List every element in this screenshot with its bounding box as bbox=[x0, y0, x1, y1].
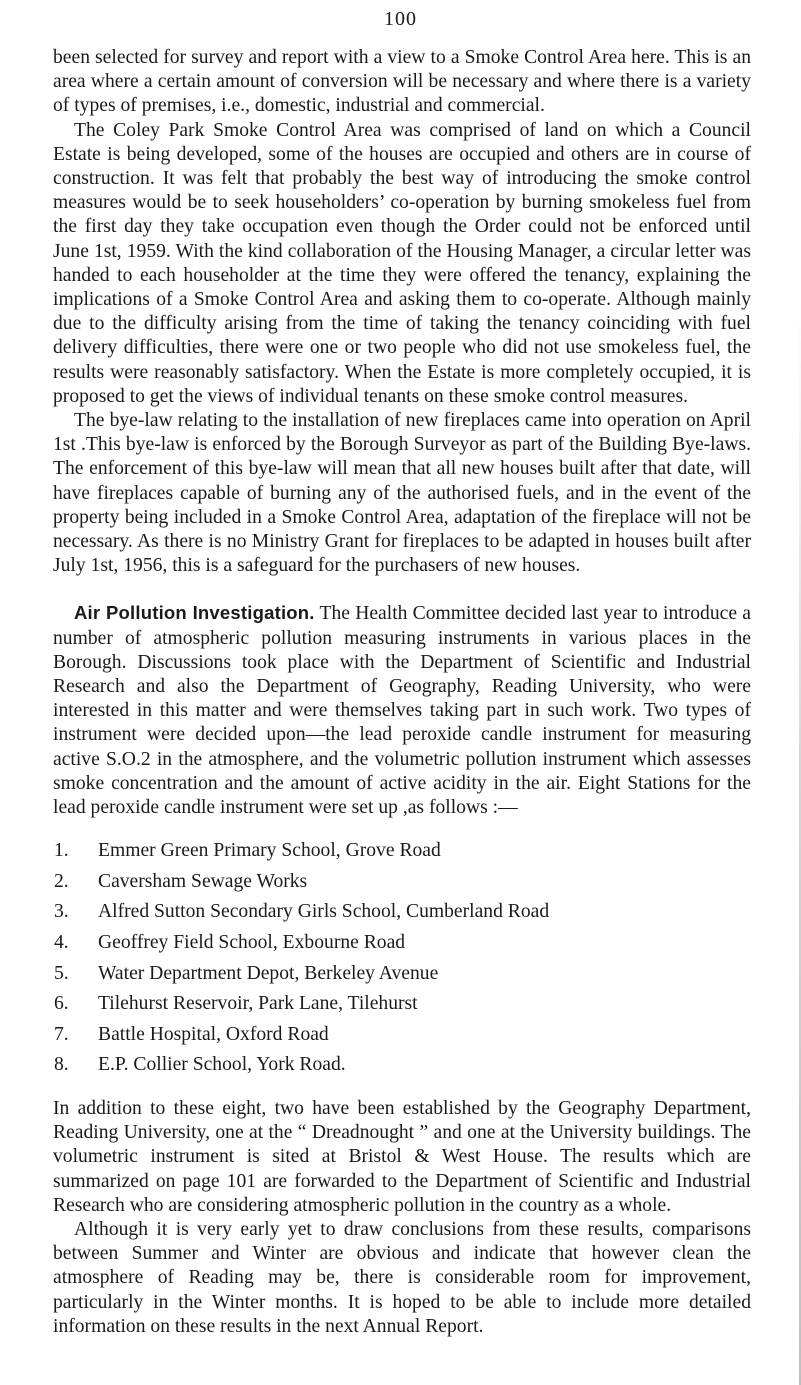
list-item bbox=[53, 959, 751, 990]
paragraph-air-pollution-text: The Health Committee decided last year to introduce a number of atmospheric pollution measuring instruments in various places in the Borough. Discussions took place with the Department of Scientific and Industrial Research and also the Department of Geography, Reading University, who were interested in this matter and were themselves taking part in such work. Two types of instrument were decided upon—the lead peroxide candle instrument for measuring active S.O.2 in the atmosphere, and the volumetric pollution instrument which assesses smoke concentration and the amount of active acidity in the air. Eight Stations for the lead peroxide candle instrument were set up ,as follows :— bbox=[53, 603, 751, 819]
list-item-text: Geoffrey Field School, Exbourne Road bbox=[98, 932, 406, 954]
section-heading: Air Pollution Investigation. bbox=[74, 602, 315, 624]
list-item-number: 6. bbox=[54, 993, 69, 1015]
list-item-text: Battle Hospital, Oxford Road bbox=[98, 1023, 329, 1045]
list-item-number: 3. bbox=[54, 901, 69, 923]
list-item-text: E.P. Collier School, York Road. bbox=[98, 1054, 346, 1076]
body-text bbox=[53, 46, 751, 1339]
paragraph-conclusions: Although it is very early yet to draw conclusions from these results, comparisons between Summer and Winter are obvious and indicate that however clean the atmosphere of Reading may be, there is considerable room for improvement, particularly in the Winter months. It is hoped to be able to include more detailed information on these results in the next Annual Report. bbox=[53, 1219, 751, 1337]
list-item-text: Emmer Green Primary School, Grove Road bbox=[98, 840, 441, 862]
list-item-number: 5. bbox=[54, 962, 69, 984]
list-item-number: 2. bbox=[54, 870, 69, 892]
paragraph-air-pollution bbox=[53, 601, 751, 820]
list-item bbox=[53, 928, 751, 959]
list-item-number: 7. bbox=[54, 1023, 69, 1045]
paragraph-coley-park: The Coley Park Smoke Control Area was comprised of land on which a Council Estate is being developed, some of the houses are occupied and others are in course of construction. It was felt that probably the best way of introducing the smoke control measures would be to seek householders’ co-operation by burning smokeless fuel from the first day they take occupation even though the Order could not be enforced until June 1st, 1959. With the kind collaboration of the Housing Manager, a circular letter was handed to each householder at the time they were offered the tenancy, explaining the implications of a Smoke Control Area and asking them to co-operate. Although mainly due to the difficulty arising from the time of taking the tenancy coinciding with fuel delivery difficulties, there were one or two people who did not use smokeless fuel, the results were reasonably satisfactory. When the Estate is more completely occupied, it is proposed to get the views of individual tenants on these smoke control measures. bbox=[53, 119, 751, 407]
list-item-number: 1. bbox=[54, 840, 69, 862]
list-item-text: Alfred Sutton Secondary Girls School, Cumberland Road bbox=[98, 901, 550, 923]
list-item-number: 4. bbox=[54, 932, 69, 954]
list-item bbox=[53, 1050, 751, 1081]
list-item-text: Caversham Sewage Works bbox=[98, 870, 308, 892]
list-item bbox=[53, 836, 751, 867]
list-item-number: 8. bbox=[54, 1054, 69, 1076]
list-item bbox=[53, 989, 751, 1020]
stations-list bbox=[53, 836, 751, 1081]
list-item bbox=[53, 1020, 751, 1051]
list-item bbox=[53, 867, 751, 898]
paragraph-geography-department: In addition to these eight, two have been established by the Geography Department, Reading University, one at the “ Dreadnought ” and one at the University buildings. The volumetric instrument is sited at Bristol & West House. The results which are summarized on page 101 are forwarded to the Department of Scientific and Industrial Research who are considering atmospheric pollution in the country as a whole. bbox=[53, 1098, 751, 1216]
list-item-text: Water Department Depot, Berkeley Avenue bbox=[98, 962, 439, 984]
list-item bbox=[53, 897, 751, 928]
page-number: 100 bbox=[384, 8, 417, 30]
paragraph-smoke-control-survey: been selected for survey and report with a view to a Smoke Control Area here. This is an area where a certain amount of conversion will be necessary and where there is a variety of types of premises, i.e., domestic, industrial and commercial. bbox=[53, 47, 751, 117]
list-item-text: Tilehurst Reservoir, Park Lane, Tilehurst bbox=[98, 993, 418, 1015]
paragraph-bye-law: The bye-law relating to the installation of new fireplaces came into operation on April 1st .This bye-law is enforced by the Borough Surveyor as part of the Building Bye-laws. The enforcement of this bye-law will mean that all new houses built after that date, will have fireplaces capable of burning any of the authorised fuels, and in the event of the property being included in a Smoke Control Area, adaptation of the fireplace will not be necessary. As there is no Ministry Grant for fireplaces to be adapted in houses built after July 1st, 1956, this is a safeguard for the purchasers of new houses. bbox=[53, 410, 751, 577]
